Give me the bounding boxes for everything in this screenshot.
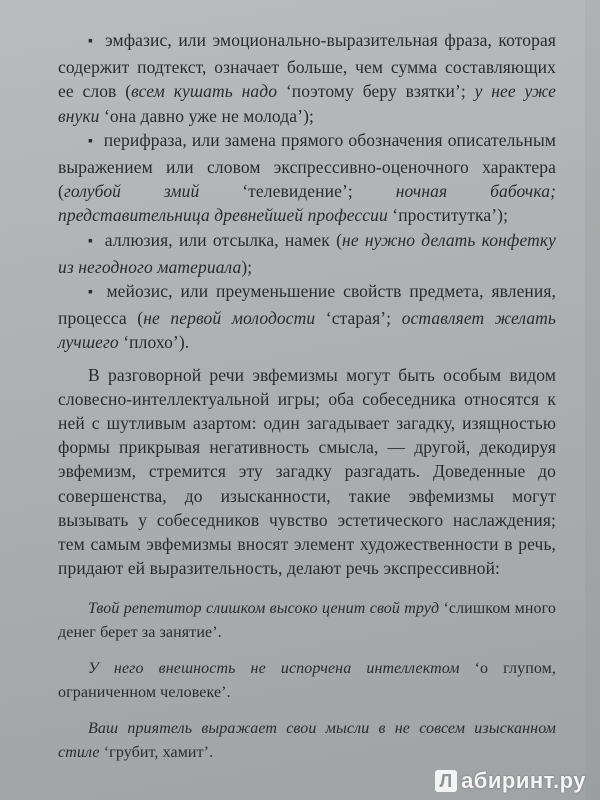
example-italic: голубой змий — [63, 181, 200, 202]
example-italic: не первой молодости — [143, 308, 316, 329]
example-gloss: ‘грубит, хамит’. — [99, 743, 214, 761]
bullet-text: ); — [241, 256, 253, 277]
bullet-text: эмфазис, или эмоционально-выразительная фраза, которая содержит подтекст, означает больше, чем сумма составляющих ее слов ( — [58, 30, 556, 102]
bullet-text: ‘телевидение’; — [199, 181, 396, 202]
bullet-text: перифраза, или замена прямого обозначения описательным выражением или словом экспрессивно-оценочного характера ( — [58, 129, 556, 202]
example-italic: не нужно делать конфетку из негодного материала — [58, 229, 556, 277]
example-sentence — [58, 657, 556, 704]
example-italic: оставляет желать лучшего — [58, 308, 556, 353]
main-paragraph: В разговорной речи эвфемизмы могут быть особым видом словесно-интеллектуальной игры; оба собеседника относятся к ней с шутливым азартом: один загадывает загадку, изящностью формы прикрывая негативность смысла, — другой, декодируя эвфемизм, стремится эту загадку разгадать. Доведенные до совершенства, до изысканности, такие эвфемизмы могут вызывать у собеседников чувство эстетического наслаждения; тем самым эвфемизмы вносят элемент художественности в речь, придают ей выразительность, делают речь экспрессивной: — [58, 364, 556, 579]
example-italic: всем кушать надо — [131, 81, 278, 102]
example-italic: У него внешность не испорчена интеллектом — [88, 660, 460, 678]
example-italic: Твой репетитор слишком высоко ценит свой труд — [88, 600, 440, 618]
labirint-watermark — [435, 768, 586, 794]
bullet-text: ‘старая’; — [315, 308, 402, 329]
bullet-text: ‘она давно уже не молода’); — [99, 105, 314, 126]
bullet-text: ‘поэтому беру взятки’; — [277, 81, 475, 102]
example-sentence — [58, 717, 556, 764]
bullet-item-allusion — [58, 228, 556, 279]
bullet-text: ‘плохо’). — [118, 332, 190, 353]
example-sentence — [58, 597, 556, 644]
watermark-text: абиринт.ру — [461, 768, 586, 793]
example-italic: у нее уже внуки — [58, 81, 557, 126]
bullet-text: мейозис, или преуменьшение свойств предмета, явления, процесса ( — [58, 281, 556, 329]
labirint-logo-icon: Л — [435, 770, 457, 792]
bullet-item-meiosis — [58, 279, 556, 355]
bullet-item-emphasis — [58, 28, 556, 128]
example-gloss: ‘слишком много денег берет за занятие’. — [58, 600, 556, 641]
page-text — [58, 28, 556, 764]
bullet-text: аллюзия, или отсылка, намек ( — [104, 229, 343, 250]
example-gloss: ‘о глупом, ограниченном человеке’. — [58, 660, 557, 701]
example-italic: ночная бабочка; представительница древнейшей профессии — [58, 181, 556, 226]
bullet-text: ‘проститутка’); — [387, 205, 509, 226]
example-italic: Ваш приятель выражает свои мысли в не совсем изысканном стиле — [58, 720, 556, 761]
bullet-item-periphrasis — [58, 128, 556, 228]
